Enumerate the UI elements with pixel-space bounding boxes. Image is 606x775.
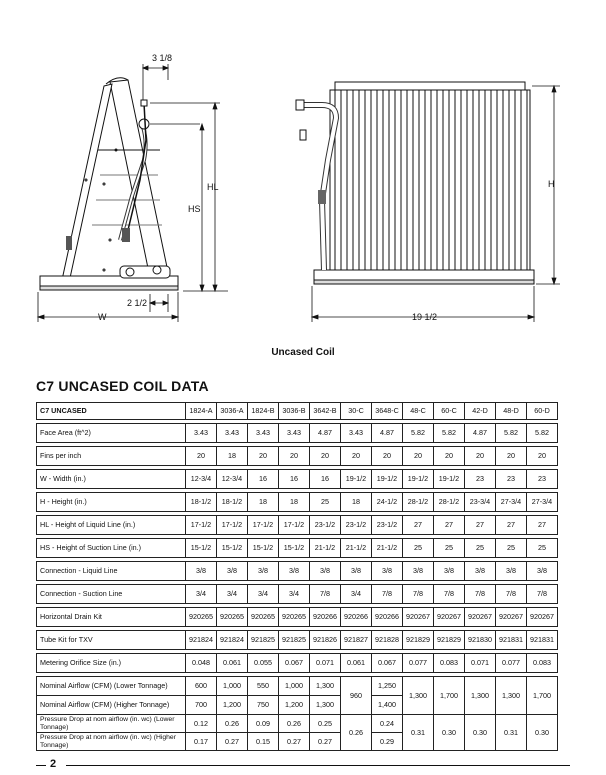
- row-label: Horizontal Drain Kit: [37, 608, 186, 627]
- table-row: [37, 470, 558, 489]
- table-cell: 921828: [372, 631, 403, 650]
- table-cell: 5.82: [403, 424, 434, 443]
- table-cell-merged: 0.26: [341, 715, 372, 751]
- row-label: Face Area (ft^2): [37, 424, 186, 443]
- table-cell: 12-3/4: [217, 470, 248, 489]
- table-cell: 16: [310, 470, 341, 489]
- table-cell: 3.43: [248, 424, 279, 443]
- table-row: [37, 585, 558, 604]
- table-cell: 1,000: [279, 677, 310, 696]
- table-cell: 921830: [465, 631, 496, 650]
- table-cell: 1,000: [217, 677, 248, 696]
- front-view-drawing: [296, 82, 534, 284]
- table-cell: 3/8: [186, 562, 217, 581]
- row-label: Tube Kit for TXV: [37, 631, 186, 650]
- table-cell: 15-1/2: [217, 539, 248, 558]
- dim-top-label: 3 1/8: [152, 53, 173, 63]
- table-cell: 920266: [310, 608, 341, 627]
- table-row: [37, 447, 558, 466]
- table-cell: 3/8: [341, 562, 372, 581]
- table-cell: 15-1/2: [248, 539, 279, 558]
- row-label: H - Height (in.): [37, 493, 186, 512]
- table-cell: 20: [341, 447, 372, 466]
- table-cell: 921829: [403, 631, 434, 650]
- table-cell: 18-1/2: [217, 493, 248, 512]
- table-cell: 7/8: [403, 585, 434, 604]
- table-row: [37, 493, 558, 512]
- table-cell: 24-1/2: [372, 493, 403, 512]
- table-cell: 1,400: [372, 696, 403, 715]
- table-cell: 17-1/2: [217, 516, 248, 535]
- model-header: 1824-B: [248, 403, 279, 420]
- table-cell: 0.067: [372, 654, 403, 673]
- table-cell: 921825: [279, 631, 310, 650]
- table-cell: 920265: [248, 608, 279, 627]
- table-cell-merged: 960: [341, 677, 372, 715]
- row-label: HS - Height of Suction Line (in.): [37, 539, 186, 558]
- table-cell-merged: 1,300: [496, 677, 527, 715]
- model-header: 30-C: [341, 403, 372, 420]
- table-cell: 27: [496, 516, 527, 535]
- table-cell-merged: 0.30: [465, 715, 496, 751]
- table-header-row: [37, 403, 558, 420]
- table-cell: 0.15: [248, 733, 279, 751]
- model-header: 60-D: [527, 403, 558, 420]
- table-cell: 3/8: [465, 562, 496, 581]
- table-header-label: C7 UNCASED: [37, 403, 186, 420]
- table-cell: 921827: [341, 631, 372, 650]
- model-header: 3036-B: [279, 403, 310, 420]
- table-cell: 0.077: [403, 654, 434, 673]
- table-cell: 0.048: [186, 654, 217, 673]
- table-cell: 17-1/2: [248, 516, 279, 535]
- table-cell-merged: 0.30: [434, 715, 465, 751]
- table-cell: 3/8: [310, 562, 341, 581]
- table-row: [37, 424, 558, 443]
- table-cell: 0.071: [465, 654, 496, 673]
- table-cell: 3/8: [248, 562, 279, 581]
- table-cell: 4.87: [372, 424, 403, 443]
- table-cell: 20: [279, 447, 310, 466]
- dim-depth-label: 19 1/2: [412, 312, 438, 322]
- table-cell: 20: [496, 447, 527, 466]
- table-cell: 920267: [434, 608, 465, 627]
- table-cell: 20: [310, 447, 341, 466]
- table-row-airflow-lower: [37, 677, 558, 696]
- row-label: Nominal Airflow (CFM) (Lower Tonnage): [37, 677, 186, 696]
- table-cell: 23: [527, 470, 558, 489]
- table-cell: 1,250: [372, 677, 403, 696]
- table-row: [37, 562, 558, 581]
- table-cell: 3/8: [372, 562, 403, 581]
- table-cell: 7/8: [527, 585, 558, 604]
- table-cell: 20: [465, 447, 496, 466]
- model-header: 48-D: [496, 403, 527, 420]
- table-cell-merged: 1,700: [527, 677, 558, 715]
- table-cell: 27: [527, 516, 558, 535]
- table-cell: 3/8: [403, 562, 434, 581]
- row-label: Pressure Drop at nom airflow (in. wc) (Lower Tonnage): [37, 715, 186, 733]
- table-cell: 550: [248, 677, 279, 696]
- table-cell: 21-1/2: [310, 539, 341, 558]
- table-cell: 0.071: [310, 654, 341, 673]
- table-cell: 3/4: [186, 585, 217, 604]
- table-cell: 600: [186, 677, 217, 696]
- table-cell: 0.27: [279, 733, 310, 751]
- table-cell: 21-1/2: [372, 539, 403, 558]
- table-cell: 18: [248, 493, 279, 512]
- table-cell: 19-1/2: [434, 470, 465, 489]
- table-cell: 0.25: [310, 715, 341, 733]
- table-cell: 3/8: [279, 562, 310, 581]
- table-cell: 0.067: [279, 654, 310, 673]
- table-cell: 0.083: [434, 654, 465, 673]
- table-row: [37, 516, 558, 535]
- table-cell: 920266: [341, 608, 372, 627]
- footer-rule-left: [36, 765, 46, 766]
- table-cell: 7/8: [496, 585, 527, 604]
- table-cell: 7/8: [465, 585, 496, 604]
- row-label: Metering Orifice Size (in.): [37, 654, 186, 673]
- dim-hl-label: HL: [207, 182, 219, 192]
- table-cell: 0.077: [496, 654, 527, 673]
- table-cell: 0.17: [186, 733, 217, 751]
- table-cell: 1,300: [310, 677, 341, 696]
- table-cell: 3.43: [186, 424, 217, 443]
- table-cell: 19-1/2: [372, 470, 403, 489]
- table-cell: 25: [403, 539, 434, 558]
- table-cell: 921824: [186, 631, 217, 650]
- table-cell: 28-1/2: [403, 493, 434, 512]
- table-cell: 23-1/2: [372, 516, 403, 535]
- table-cell: 0.061: [217, 654, 248, 673]
- table-cell: 3/8: [434, 562, 465, 581]
- table-cell: 16: [248, 470, 279, 489]
- table-cell: 17-1/2: [279, 516, 310, 535]
- row-label: W - Width (in.): [37, 470, 186, 489]
- table-cell: 27: [465, 516, 496, 535]
- table-cell: 18-1/2: [186, 493, 217, 512]
- table-cell: 700: [186, 696, 217, 715]
- table-cell: 0.24: [372, 715, 403, 733]
- table-cell: 3/8: [496, 562, 527, 581]
- table-cell: 20: [186, 447, 217, 466]
- table-cell: 28-1/2: [434, 493, 465, 512]
- table-cell: 920265: [279, 608, 310, 627]
- table-cell: 23: [496, 470, 527, 489]
- table-cell: 920267: [403, 608, 434, 627]
- table-cell: 4.87: [310, 424, 341, 443]
- table-cell: 3/4: [279, 585, 310, 604]
- table-cell-merged: 1,300: [465, 677, 496, 715]
- table-cell: 0.27: [310, 733, 341, 751]
- table-cell: 0.26: [279, 715, 310, 733]
- table-cell-merged: 1,300: [403, 677, 434, 715]
- table-cell: 1,200: [217, 696, 248, 715]
- table-cell: 3.43: [217, 424, 248, 443]
- model-header: 48-C: [403, 403, 434, 420]
- table-row: [37, 654, 558, 673]
- model-header: 1824-A: [186, 403, 217, 420]
- table-cell: 1,200: [279, 696, 310, 715]
- table-cell: 3/8: [217, 562, 248, 581]
- table-row: [37, 631, 558, 650]
- table-cell: 18: [217, 447, 248, 466]
- table-cell-merged: 0.30: [527, 715, 558, 751]
- row-label: Connection - Liquid Line: [37, 562, 186, 581]
- row-label: Fins per inch: [37, 447, 186, 466]
- model-header: 3648-C: [372, 403, 403, 420]
- table-cell: 921831: [496, 631, 527, 650]
- table-cell: 20: [372, 447, 403, 466]
- diagram-caption: Uncased Coil: [271, 347, 335, 358]
- dim-hs-label: HS: [188, 204, 201, 214]
- table-cell: 25: [527, 539, 558, 558]
- table-cell: 0.083: [527, 654, 558, 673]
- table-cell: 15-1/2: [186, 539, 217, 558]
- table-cell: 12-3/4: [186, 470, 217, 489]
- table-cell: 25: [496, 539, 527, 558]
- table-cell-merged: 0.31: [496, 715, 527, 751]
- model-header: 3036-A: [217, 403, 248, 420]
- table-cell: 7/8: [310, 585, 341, 604]
- table-cell: 750: [248, 696, 279, 715]
- table-cell: 5.82: [496, 424, 527, 443]
- page-number: 2: [50, 758, 57, 770]
- table-cell: 3/4: [248, 585, 279, 604]
- table-cell: 0.29: [372, 733, 403, 751]
- side-view-drawing: [40, 78, 178, 290]
- table-cell: 27: [403, 516, 434, 535]
- model-header: 3642-B: [310, 403, 341, 420]
- table-cell: 23: [465, 470, 496, 489]
- model-header: 42-D: [465, 403, 496, 420]
- table-cell: 920267: [465, 608, 496, 627]
- model-header: 60-C: [434, 403, 465, 420]
- table-cell: 920265: [186, 608, 217, 627]
- table-cell: 19-1/2: [403, 470, 434, 489]
- table-cell: 920267: [496, 608, 527, 627]
- table-row: [37, 539, 558, 558]
- table-row-pressure-lower: [37, 715, 558, 733]
- row-label: Pressure Drop at nom airflow (in. wc) (Higher Tonnage): [37, 733, 186, 751]
- table-cell: 27-3/4: [527, 493, 558, 512]
- table-cell: 921825: [248, 631, 279, 650]
- table-cell: 0.09: [248, 715, 279, 733]
- table-cell: 5.82: [434, 424, 465, 443]
- table-cell: 18: [341, 493, 372, 512]
- table-cell: 920265: [217, 608, 248, 627]
- table-cell: 3/4: [217, 585, 248, 604]
- table-cell: 18: [279, 493, 310, 512]
- table-cell: 23-3/4: [465, 493, 496, 512]
- table-cell: 20: [403, 447, 434, 466]
- table-cell: 921826: [310, 631, 341, 650]
- table-cell: 1,300: [310, 696, 341, 715]
- table-cell: 921831: [527, 631, 558, 650]
- table-cell: 27: [434, 516, 465, 535]
- table-cell: 25: [310, 493, 341, 512]
- table-cell: 20: [527, 447, 558, 466]
- table-cell-merged: 1,700: [434, 677, 465, 715]
- footer-rule: [66, 765, 570, 766]
- table-cell: 25: [465, 539, 496, 558]
- table-row: [37, 608, 558, 627]
- table-cell: 3.43: [341, 424, 372, 443]
- table-cell: 0.26: [217, 715, 248, 733]
- table-cell: 19-1/2: [341, 470, 372, 489]
- coil-data-table: [36, 402, 558, 751]
- table-cell: 20: [434, 447, 465, 466]
- table-cell: 20: [248, 447, 279, 466]
- table-cell: 7/8: [372, 585, 403, 604]
- table-cell: 920266: [372, 608, 403, 627]
- dim-bottom-small-label: 2 1/2: [127, 298, 148, 308]
- table-cell: 921824: [217, 631, 248, 650]
- table-cell: 0.27: [217, 733, 248, 751]
- table-cell: 0.12: [186, 715, 217, 733]
- table-cell: 27-3/4: [496, 493, 527, 512]
- section-heading: C7 UNCASED COIL DATA: [36, 378, 209, 394]
- table-cell: 920267: [527, 608, 558, 627]
- table-cell: 0.061: [341, 654, 372, 673]
- table-cell: 0.055: [248, 654, 279, 673]
- table-cell: 23-1/2: [310, 516, 341, 535]
- table-cell: 3.43: [279, 424, 310, 443]
- table-cell: 4.87: [465, 424, 496, 443]
- dim-h-label: H: [548, 179, 555, 189]
- table-cell: 23-1/2: [341, 516, 372, 535]
- table-cell: 3/4: [341, 585, 372, 604]
- table-cell: 16: [279, 470, 310, 489]
- table-cell: 7/8: [434, 585, 465, 604]
- table-cell: 25: [434, 539, 465, 558]
- table-cell-merged: 0.31: [403, 715, 434, 751]
- table-cell: 5.82: [527, 424, 558, 443]
- table-cell: 3/8: [527, 562, 558, 581]
- table-cell: 21-1/2: [341, 539, 372, 558]
- row-label: Connection - Suction Line: [37, 585, 186, 604]
- uncased-coil-diagram: [0, 0, 606, 340]
- table-cell: 15-1/2: [279, 539, 310, 558]
- dim-w-label: W: [98, 312, 107, 322]
- row-label: HL - Height of Liquid Line (in.): [37, 516, 186, 535]
- table-cell: 921829: [434, 631, 465, 650]
- row-label: Nominal Airflow (CFM) (Higher Tonnage): [37, 696, 186, 715]
- table-cell: 17-1/2: [186, 516, 217, 535]
